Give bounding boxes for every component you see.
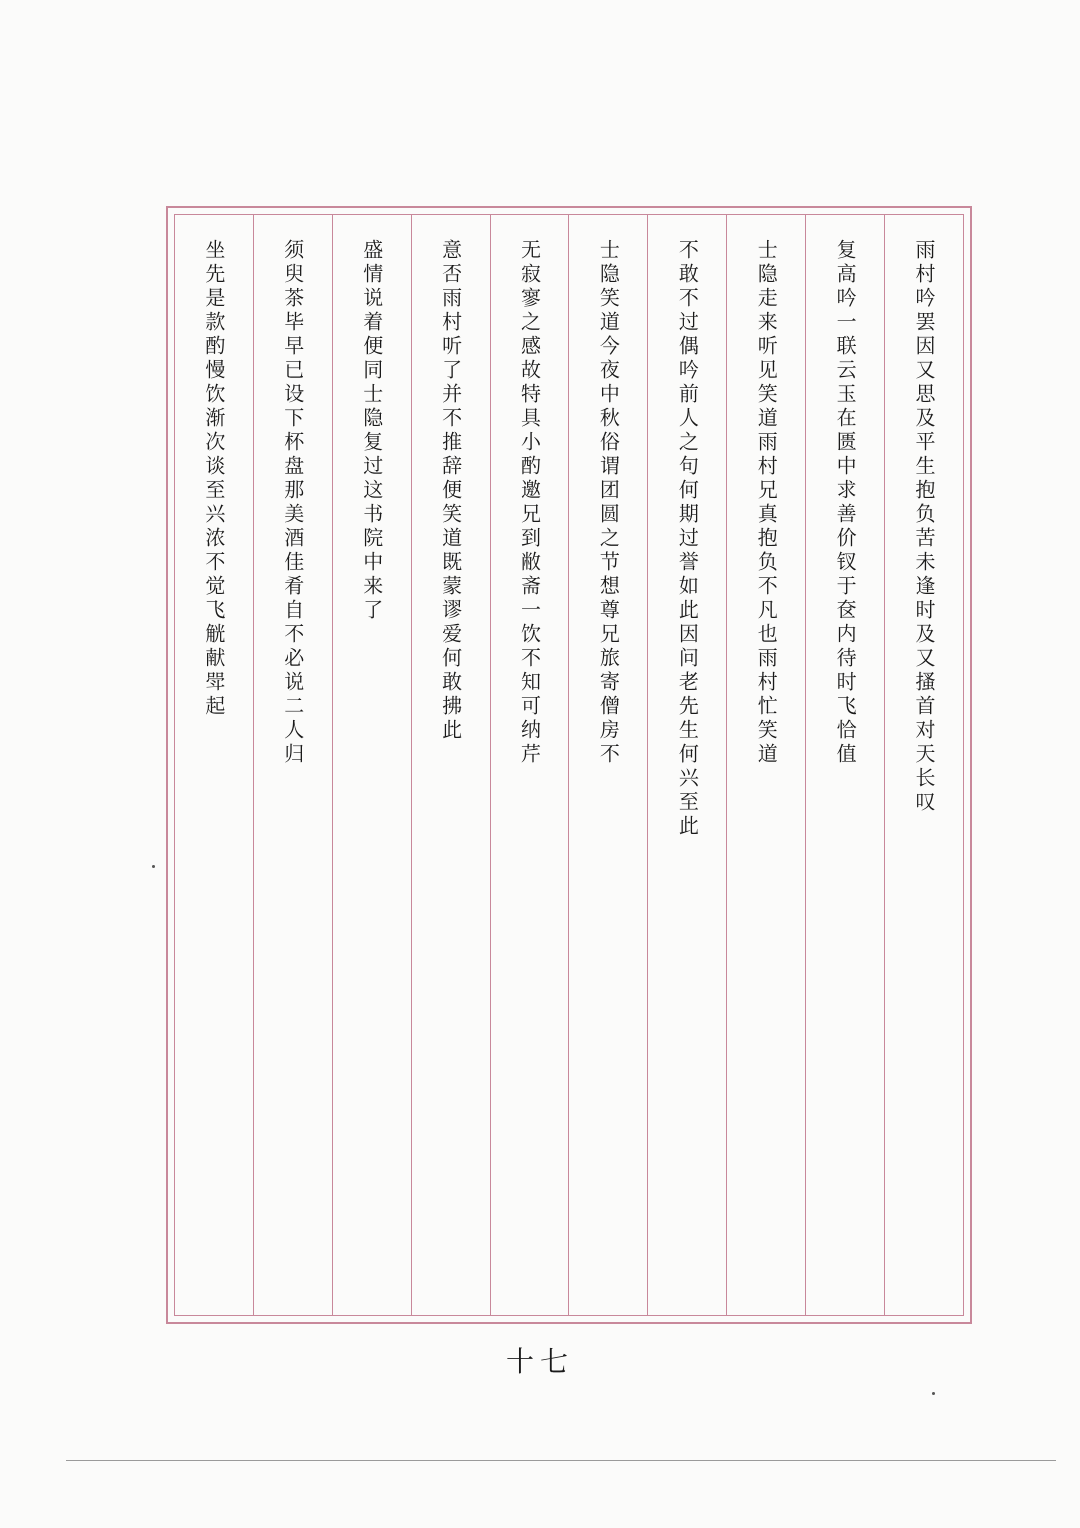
text-column-2 (805, 215, 884, 1315)
paper-speck (152, 865, 155, 868)
text-columns (175, 215, 963, 1315)
text-column-8 (332, 215, 411, 1315)
paper-speck (932, 1392, 935, 1395)
column-text: 无寂寥之感故特具小酌邀兄到敝斋一饮不知可纳芹 (517, 239, 542, 767)
text-column-5 (568, 215, 647, 1315)
text-column-4 (647, 215, 726, 1315)
writing-frame-inner (174, 214, 964, 1316)
column-text: 不敢不过偶吟前人之句何期过誉如此因问老先生何兴至此 (675, 239, 700, 839)
writing-frame (166, 206, 972, 1324)
column-text: 雨村吟罢因又思及平生抱负苦未逢时及又搔首对天长叹 (912, 239, 937, 815)
column-text: 士隐走来听见笑道雨村兄真抱负不凡也雨村忙笑道 (754, 239, 779, 767)
column-text: 坐先是款酌慢饮渐次谈至兴浓不觉飞觥献斝起 (201, 239, 226, 719)
text-column-1 (884, 215, 963, 1315)
text-column-6 (490, 215, 569, 1315)
column-text: 士隐笑道今夜中秋俗谓团圆之节想尊兄旅寄僧房不 (596, 239, 621, 767)
text-column-3 (726, 215, 805, 1315)
text-column-7 (411, 215, 490, 1315)
bottom-rule-line (66, 1460, 1056, 1461)
column-text: 意否雨村听了并不推辞便笑道既蒙谬爱何敢拂此 (438, 239, 463, 743)
page-number: 十七 (505, 1345, 574, 1378)
column-text: 复高吟一联云玉在匮中求善价钗于奁内待时飞恰值 (833, 239, 858, 767)
column-text: 盛情说着便同士隐复过这书院中来了 (359, 239, 384, 623)
text-column-10 (175, 215, 253, 1315)
column-text: 须臾茶毕早已设下杯盘那美酒佳肴自不必说二人归 (280, 239, 305, 767)
text-column-9 (253, 215, 332, 1315)
